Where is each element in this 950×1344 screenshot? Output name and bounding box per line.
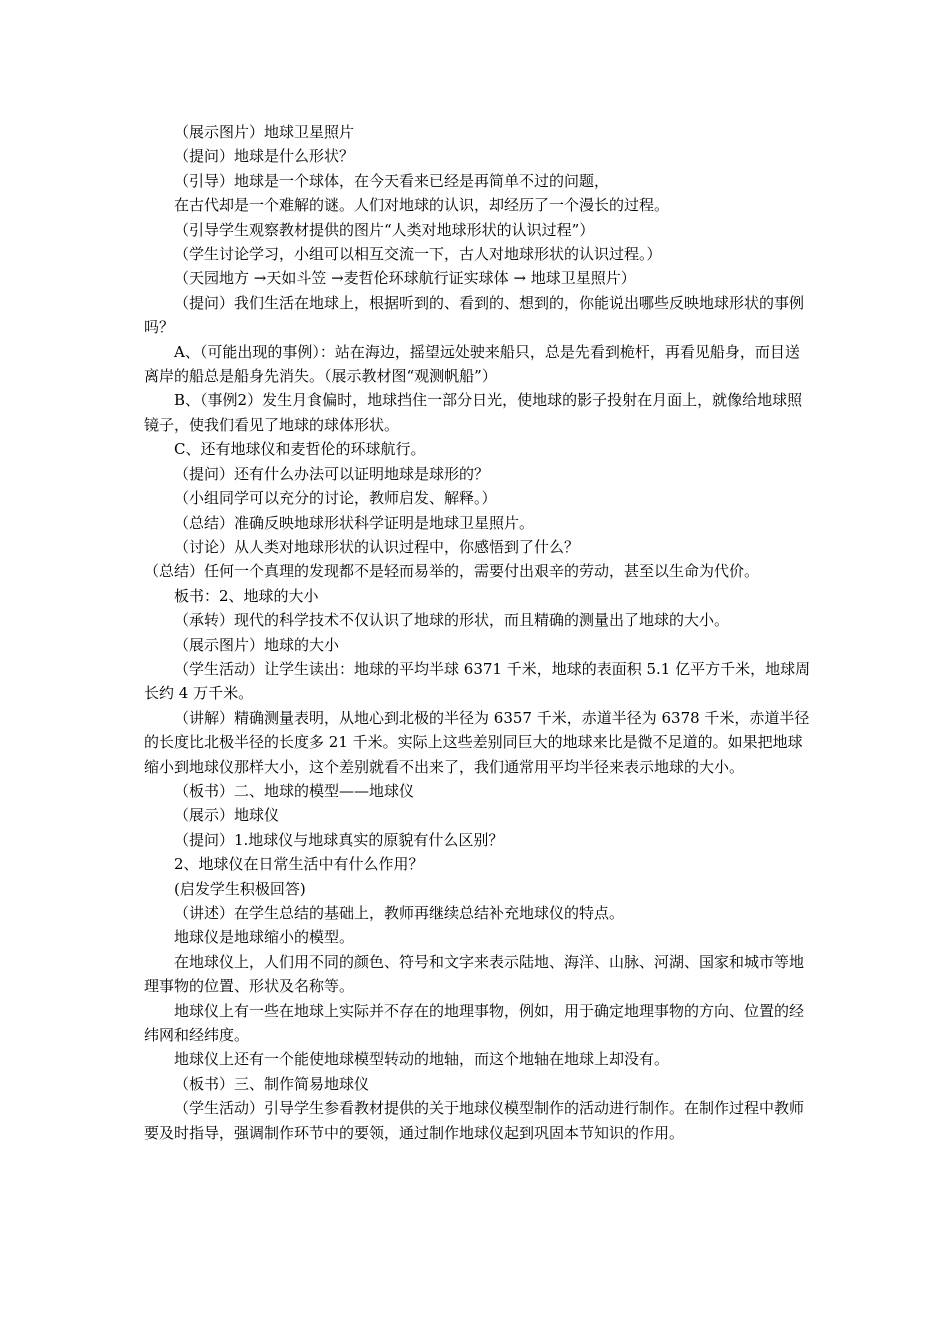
paragraph: （总结）准确反映地球形状科学证明是地球卫星照片。	[174, 513, 535, 532]
paragraph: B、（事例2）发生月食偏时，地球挡住一部分日光，使地球的影子投射在月面上，就像给地球照镜子，使我们看见了地球的球体形状。	[144, 391, 803, 434]
board-heading: 板书：2、地球的大小	[174, 586, 319, 605]
paragraph: （展示图片）地球的大小	[174, 635, 340, 654]
paragraph: （讲解）精确测量表明，从地心到北极的半径为 6357 千米，赤道半径为 6378 千米，赤道半径的长度比北极半径的长度多 21 千米。实际上这些差别同巨大的地球来比是微不足道的。如果把地球缩小到地球仪那样大小，这个差别就看不出来了，我们通常用平均半径来表示地球的大小。	[144, 708, 810, 776]
paragraph: （学生活动）引导学生参看教材提供的关于地球仪模型制作的活动进行制作。在制作过程中教师要及时指导，强调制作环节中的要领，通过制作地球仪起到巩固本节知识的作用。	[144, 1099, 805, 1142]
paragraph: （承转）现代的科学技术不仅认识了地球的形状，而且精确的测量出了地球的大小。	[174, 611, 730, 630]
paragraph: （讲述）在学生总结的基础上，教师再继续总结补充地球仪的特点。	[174, 904, 625, 922]
paragraph: 地球仪上有一些在地球上实际并不存在的地理事物，例如，用于确定地理事物的方向、位置的经纬网和经纬度。	[144, 1001, 805, 1045]
paragraph: （提问）还有什么办法可以证明地球是球形的？	[174, 464, 490, 483]
paragraph: （引导学生观察教材提供的图片“人类对地球形状的认识过程”）	[174, 220, 595, 239]
paragraph: 在古代却是一个难解的谜。人们对地球的认识，却经历了一个漫长的过程。	[174, 196, 670, 215]
paragraph: （提问）1.地球仪与地球真实的原貌有什么区别？	[174, 830, 504, 849]
paragraph: 地球仪是地球缩小的模型。	[174, 928, 355, 947]
board-heading: （板书）二、地球的模型——地球仪	[174, 781, 415, 800]
paragraph: C、还有地球仪和麦哲伦的环球航行。	[174, 440, 426, 459]
document-body	[144, 120, 812, 1145]
paragraph: （学生讨论学习，小组可以相互交流一下，古人对地球形状的认识过程。）	[174, 245, 662, 264]
paragraph: （提问）我们生活在地球上，根据听到的、看到的、想到的，你能说出哪些反映地球形状的事例吗？	[144, 293, 805, 337]
paragraph: 在地球仪上，人们用不同的颜色、符号和文字来表示陆地、海洋、山脉、河湖、国家和城市等地理事物的位置、形状及名称等。	[144, 952, 805, 996]
paragraph: （学生活动）让学生读出：地球的平均半球 6371 千米，地球的表面积 5.1 亿平方千米，地球周长约 4 万千米。	[144, 659, 811, 703]
board-heading: （板书）三、制作简易地球仪	[174, 1074, 370, 1093]
paragraph: （讨论）从人类对地球形状的认识过程中，你感悟到了什么？	[174, 537, 580, 556]
paragraph: （展示图片）地球卫星照片	[174, 123, 355, 141]
paragraph: （天园地方 →天如斗笠 →麦哲伦环球航行证实球体 → 地球卫星照片）	[174, 269, 636, 288]
paragraph: （小组同学可以充分的讨论，教师启发、解释。）	[174, 489, 497, 508]
paragraph: A、（可能出现的事例）：站在海边，摇望远处驶来船只，总是先看到桅杆，再看见船身，而目送离岸的船总是船身先消失。（展示教材图“观测帆船”）	[144, 342, 800, 386]
paragraph: 地球仪上还有一个能使地球模型转动的地轴，而这个地轴在地球上却没有。	[174, 1050, 670, 1069]
paragraph: （展示）地球仪	[174, 806, 280, 825]
paragraph: （总结）任何一个真理的发现都不是轻而易举的，需要付出艰辛的劳动，甚至以生命为代价。	[144, 562, 760, 581]
paragraph: (启发学生积极回答)	[174, 879, 306, 898]
paragraph: （提问）地球是什么形状？	[174, 147, 355, 166]
paragraph: （引导）地球是一个球体，在今天看来已经是再简单不过的问题，	[174, 171, 610, 190]
paragraph: 2、地球仪在日常生活中有什么作用？	[174, 855, 424, 874]
